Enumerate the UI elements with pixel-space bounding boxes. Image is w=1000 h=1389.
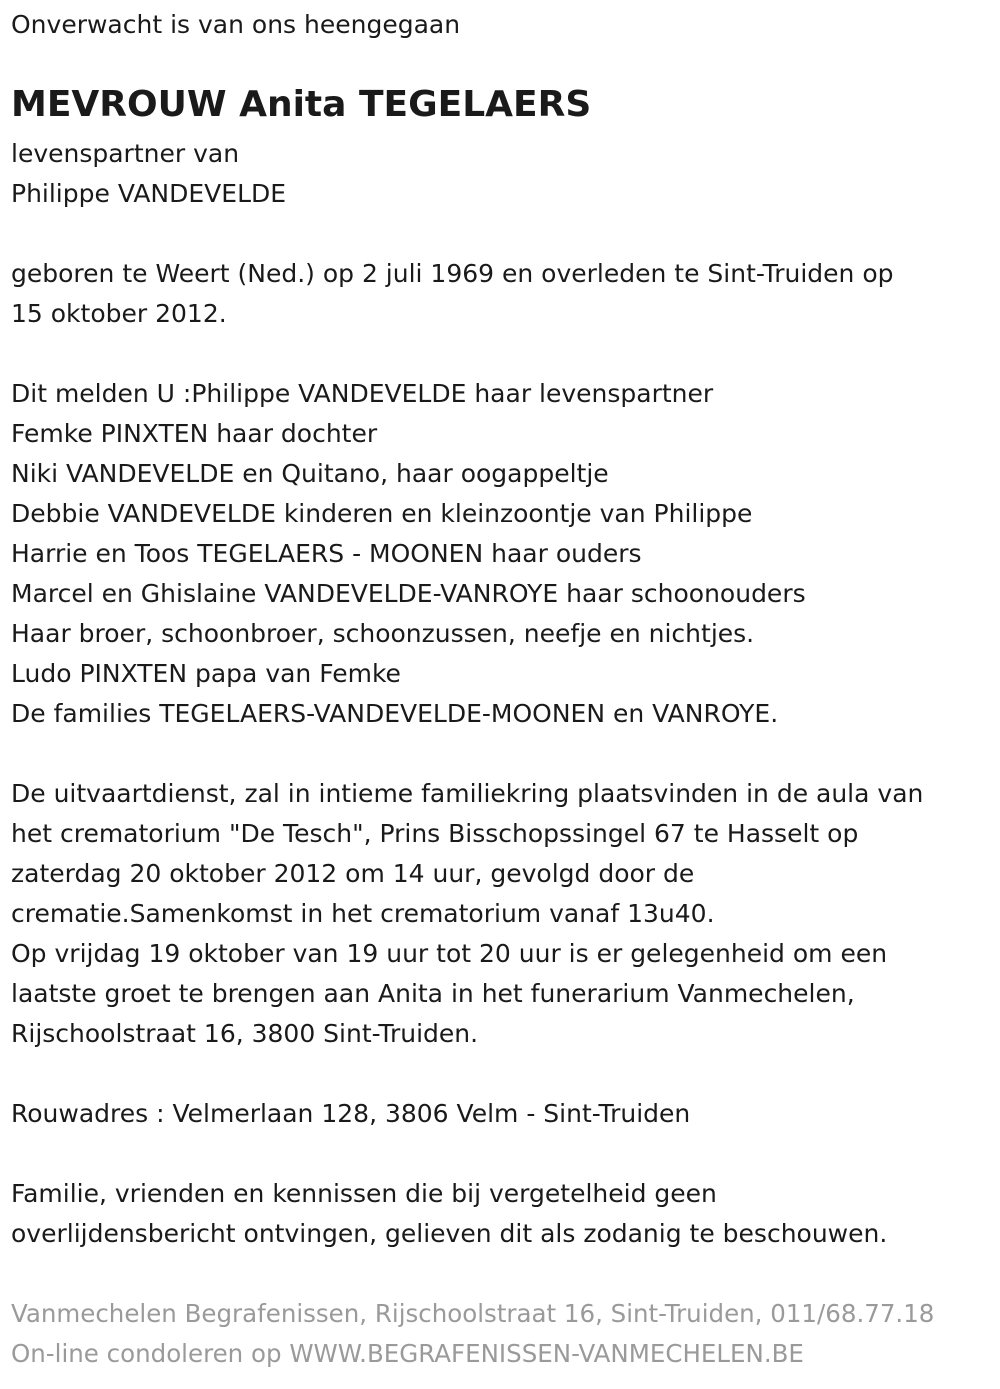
mourning-address (11, 1094, 690, 1134)
birth-death-line: geboren te Weert (Ned.) op 2 juli 1969 en overleden te Sint-Truiden op (11, 259, 894, 288)
deceased-name: MEVROUW Anita TEGELAERS (11, 84, 592, 125)
family-line: Niki VANDEVELDE en Quitano, haar oogappeltje (11, 459, 609, 488)
family-line: Ludo PINXTEN papa van Femke (11, 659, 401, 688)
notice-note (11, 1174, 887, 1254)
partner-line: Philippe VANDEVELDE (11, 179, 287, 208)
birth-death-line: 15 oktober 2012. (11, 299, 227, 328)
family-line: Femke PINXTEN haar dochter (11, 419, 378, 448)
intro-text: Onverwacht is van ons heengegaan (11, 10, 461, 39)
family-list (11, 374, 806, 734)
service-line: De uitvaartdienst, zal in intieme familiekring plaatsvinden in de aula van (11, 779, 924, 808)
service-line: laatste groet te brengen aan Anita in het funerarium Vanmechelen, (11, 979, 855, 1008)
family-line: Haar broer, schoonbroer, schoonzussen, neefje en nichtjes. (11, 619, 755, 648)
note-line: overlijdensbericht ontvingen, gelieven dit als zodanig te beschouwen. (11, 1219, 888, 1248)
service-line: het crematorium "De Tesch", Prins Bisschopssingel 67 te Hasselt op (11, 819, 859, 848)
family-line: Harrie en Toos TEGELAERS - MOONEN haar ouders (11, 539, 642, 568)
service-line: Op vrijdag 19 oktober van 19 uur tot 20 uur is er gelegenheid om een (11, 939, 888, 968)
note-line: Familie, vrienden en kennissen die bij vergetelheid geen (11, 1179, 717, 1208)
birth-death-block (11, 254, 893, 334)
partner-block (11, 134, 286, 214)
service-line: Rijschoolstraat 16, 3800 Sint-Truiden. (11, 1019, 479, 1048)
address-line: Rouwadres : Velmerlaan 128, 3806 Velm - Sint-Truiden (11, 1099, 691, 1128)
footer-condolence: On-line condoleren op WWW.BEGRAFENISSEN-VANMECHELEN.BE (11, 1339, 804, 1368)
funeral-home-footer (11, 1294, 934, 1374)
family-line: Dit melden U :Philippe VANDEVELDE haar levenspartner (11, 379, 714, 408)
funeral-service-block (11, 774, 923, 1054)
family-line: De families TEGELAERS-VANDEVELDE-MOONEN en VANROYE. (11, 699, 779, 728)
partner-line: levenspartner van (11, 139, 240, 168)
footer-contact: Vanmechelen Begrafenissen, Rijschoolstraat 16, Sint-Truiden, 011/68.77.18 (11, 1299, 935, 1328)
service-line: crematie.Samenkomst in het crematorium vanaf 13u40. (11, 899, 715, 928)
family-line: Marcel en Ghislaine VANDEVELDE-VANROYE haar schoonouders (11, 579, 806, 608)
family-line: Debbie VANDEVELDE kinderen en kleinzoontje van Philippe (11, 499, 753, 528)
service-line: zaterdag 20 oktober 2012 om 14 uur, gevolgd door de (11, 859, 695, 888)
